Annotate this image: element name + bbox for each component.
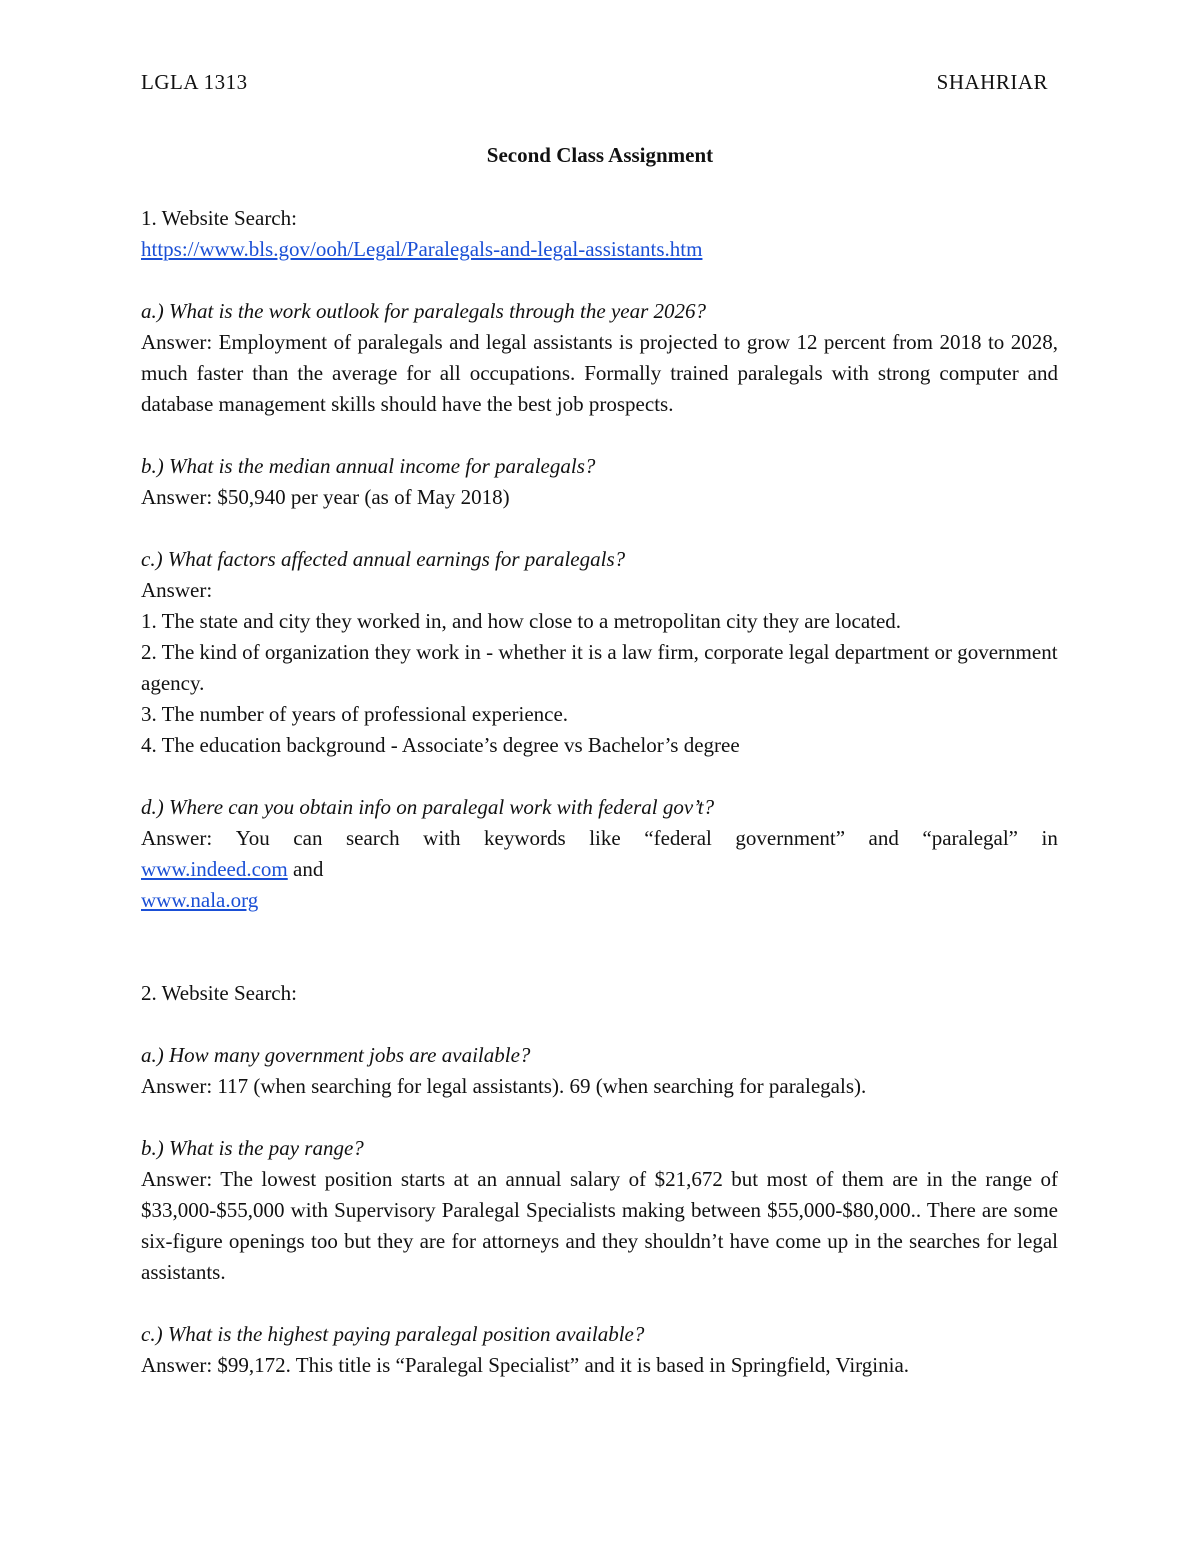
header-author-name: SHAHRIAR <box>936 70 1048 94</box>
bls-link[interactable]: https://www.bls.gov/ooh/Legal/Paralegals-and-legal-assistants.htm <box>141 237 703 261</box>
section2-heading: 2. Website Search: <box>141 981 297 1005</box>
spacer <box>141 947 1058 978</box>
answer-2a: Answer: 117 (when searching for legal assistants). 69 (when searching for paralegals). <box>141 1074 867 1098</box>
spacer <box>141 513 1058 544</box>
answer-1b: Answer: $50,940 per year (as of May 2018) <box>141 485 510 509</box>
answer-1d-word: like <box>589 826 621 850</box>
section1-url-line <box>141 234 1058 265</box>
question-1a: a.) What is the work outlook for paralegals through the year 2026? <box>141 299 707 323</box>
answer-1d-word: Answer: <box>141 826 213 850</box>
answer-1d-word: “federal <box>644 826 712 850</box>
document-title: Second Class Assignment <box>486 143 714 167</box>
question-1c: c.) What factors affected annual earnings for paralegals? <box>141 547 626 571</box>
spacer <box>141 1288 1058 1319</box>
spacer <box>141 1102 1058 1133</box>
header-course-code: LGLA 1313 <box>141 70 248 94</box>
answer-1d-first-line <box>141 823 1058 854</box>
answer-1d-second-line <box>141 854 1058 885</box>
answer-1d-word: government” <box>735 826 846 850</box>
spacer <box>141 761 1058 792</box>
question-1b: b.) What is the median annual income for paralegals? <box>141 454 596 478</box>
answer-1a <box>141 327 1058 420</box>
question-1d: d.) Where can you obtain info on paralegal work with federal gov’t? <box>141 795 715 819</box>
answer-1a-text: Employment of paralegals and legal assistants is projected to grow 12 percent from 2018 to 2028, much faster than the average for all occupations. Formally trained paralegals with strong computer and database management skills should have the best job prospects. <box>141 330 1058 416</box>
question-2b: b.) What is the pay range? <box>141 1136 364 1160</box>
answer-2b: Answer: The lowest position starts at an annual salary of $21,672 but most of them are in the range of $33,000-$55,000 with Supervisory Paralegal Specialists making between $55,000-$80,000.. There are some six-figure openings too but they are for attorneys and they shouldn’t have come up in the searches for legal assistants. <box>141 1167 1058 1284</box>
question-2a: a.) How many government jobs are available? <box>141 1043 531 1067</box>
answer-1d-word: and <box>868 826 899 850</box>
answer-1d-and: and <box>287 857 324 881</box>
answer-1d-word: keywords <box>484 826 566 850</box>
answer-1d-word: with <box>423 826 461 850</box>
question-2c: c.) What is the highest paying paralegal position available? <box>141 1322 645 1346</box>
section1-heading: 1. Website Search: <box>141 206 297 230</box>
document-body <box>141 203 1058 1381</box>
answer-1c-label: Answer: <box>141 578 213 602</box>
answer-1c-item-1: 1. The state and city they worked in, and how close to a metropolitan city they are located. <box>141 609 902 633</box>
answer-1c-item-2: 2. The kind of organization they work in - whether it is a law firm, corporate legal department or government agency. <box>141 640 1058 695</box>
answer-2c: Answer: $99,172. This title is “Paralegal Specialist” and it is based in Springfield, Virginia. <box>141 1353 910 1377</box>
answer-1d-word: can <box>293 826 323 850</box>
answer-1d-word: in <box>1041 826 1058 850</box>
spacer <box>141 916 1058 947</box>
answer-1d-word: search <box>345 826 400 850</box>
spacer <box>141 420 1058 451</box>
spacer <box>141 265 1058 296</box>
answer-1d-word: You <box>235 826 270 850</box>
answer-1d-word: “paralegal” <box>922 826 1018 850</box>
answer-1d-third-line <box>141 885 1058 916</box>
spacer <box>141 1009 1058 1040</box>
nala-link[interactable]: www.nala.org <box>141 888 259 912</box>
answer-1c-item-3: 3. The number of years of professional experience. <box>141 702 569 726</box>
indeed-link[interactable]: www.indeed.com <box>141 857 288 881</box>
answer-1c-item-4: 4. The education background - Associate’s degree vs Bachelor’s degree <box>141 733 740 757</box>
answer-1a-label: Answer: <box>141 330 213 354</box>
